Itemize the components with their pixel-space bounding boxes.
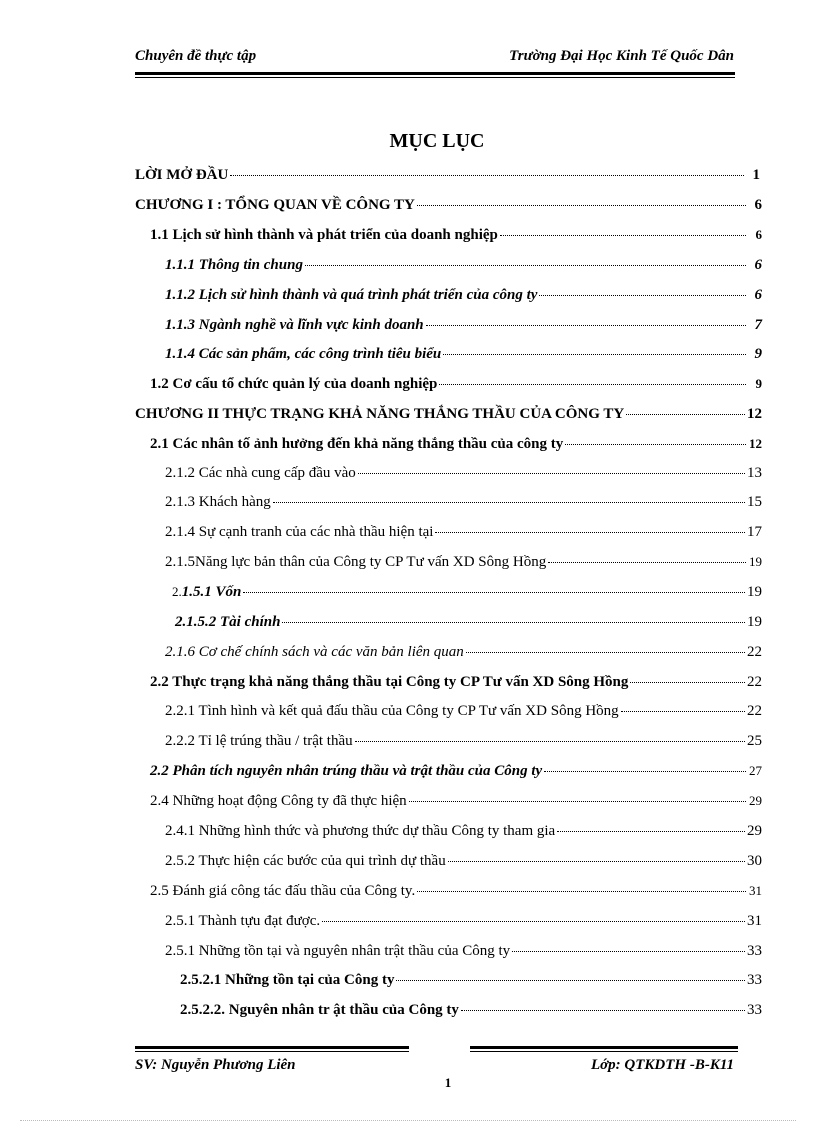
toc-entry[interactable]: 2.4.1 Những hình thức và phương thức dự thầu Công ty tham gia 29 <box>165 823 762 839</box>
toc-entry[interactable]: 2.1.4 Sự cạnh tranh của các nhà thầu hiện tại 17 <box>165 524 762 540</box>
toc-entry[interactable]: 2.5 Đánh giá công tác đấu thầu của Công ty. 31 <box>150 883 762 899</box>
toc-entry[interactable]: 2.1.3 Khách hàng 15 <box>165 494 762 510</box>
toc-entry[interactable]: CHƯƠNG I : TỔNG QUAN VỀ CÔNG TY 6 <box>135 197 762 213</box>
toc-entry[interactable]: 2.1.2 Các nhà cung cấp đầu vào 13 <box>165 465 762 481</box>
toc-entry[interactable]: 1.1.2 Lịch sử hình thành và quá trình phát triển của công ty 6 <box>165 287 762 303</box>
toc-entry[interactable]: 2.2 Phân tích nguyên nhân trúng thầu và trật thầu của Công ty 27 <box>150 763 762 779</box>
toc-entry[interactable]: 2.5.2.2. Nguyên nhân tr ật thầu của Công ty 33 <box>180 1002 762 1018</box>
page-number: 1 <box>444 1075 452 1090</box>
toc-entry[interactable]: 1.1.1 Thông tin chung 6 <box>165 257 762 273</box>
toc-entry[interactable]: 2.2 Thực trạng khả năng thắng thầu tại Công ty CP Tư vấn XD Sông Hồng 22 <box>150 674 762 690</box>
toc-entry[interactable]: 2.1 Các nhân tố ảnh hưởng đến khả năng thắng thầu của công ty 12 <box>150 436 762 452</box>
toc-entry[interactable]: 2.5.2.1 Những tồn tại của Công ty 33 <box>180 972 762 988</box>
toc-entry[interactable]: 1.1 Lịch sử hình thành và phát triển của doanh nghiệp 6 <box>150 227 762 243</box>
toc-entry[interactable]: 2. 1.5.1 Vốn 19 <box>172 584 762 600</box>
toc-entry[interactable]: 2.5.1 Những tồn tại và nguyên nhân trật thầu của Công ty 33 <box>165 943 762 959</box>
header-left: Chuyên đề thực tập <box>135 48 257 64</box>
toc-entry[interactable]: 2.1.5.2 Tài chính 19 <box>175 614 762 630</box>
toc-entry[interactable]: 2.2.1 Tình hình và kết quả đấu thầu của Công ty CP Tư vấn XD Sông Hồng 22 <box>165 703 762 719</box>
header-right: Trường Đại Học Kinh Tế Quốc Dân <box>509 48 734 64</box>
toc-entry[interactable]: CHƯƠNG II THỰC TRẠNG KHẢ NĂNG THẮNG THẦU CỦA CÔNG TY 12 <box>135 406 762 422</box>
toc-entry[interactable]: 2.5.2 Thực hiện các bước của qui trình dự thầu 30 <box>165 853 762 869</box>
toc-entry[interactable]: 1.1.3 Ngành nghề và lĩnh vực kinh doanh 7 <box>165 317 762 333</box>
toc-entry[interactable]: LỜI MỞ ĐẦU 1 <box>135 167 760 183</box>
footer-rule-left-thick <box>135 1046 409 1049</box>
toc-entry[interactable]: 2.1.6 Cơ chế chính sách và các văn bản liên quan 22 <box>165 644 762 660</box>
footer-rule-right-thin <box>470 1051 738 1052</box>
toc-entry[interactable]: 2.4 Những hoạt động Công ty đã thực hiện 29 <box>150 793 762 809</box>
page-edge-divider <box>20 1120 796 1121</box>
page-header <box>135 48 734 70</box>
toc-entry[interactable]: 2.1.5Năng lực bản thân của Công ty CP Tư vấn XD Sông Hồng 19 <box>165 554 762 570</box>
toc-entry[interactable]: 1.2 Cơ cấu tổ chức quản lý của doanh nghiệp 9 <box>150 376 762 392</box>
header-rule-thick <box>135 72 735 75</box>
footer-rule-left-thin <box>135 1051 409 1052</box>
toc-title: MỤC LỤC <box>389 130 485 152</box>
footer-right: Lớp: QTKDTH -B-K11 <box>590 1057 734 1073</box>
footer-left: SV: Nguyễn Phương Liên <box>135 1057 296 1073</box>
header-rule-thin <box>135 77 735 78</box>
toc-entry[interactable]: 2.5.1 Thành tựu đạt được. 31 <box>165 913 762 929</box>
toc-entry[interactable]: 1.1.4 Các sản phẩm, các công trình tiêu biểu 9 <box>165 346 762 362</box>
footer-rule-right-thick <box>470 1046 738 1049</box>
toc-entry[interactable]: 2.2.2 Tỉ lệ trúng thầu / trật thầu 25 <box>165 733 762 749</box>
